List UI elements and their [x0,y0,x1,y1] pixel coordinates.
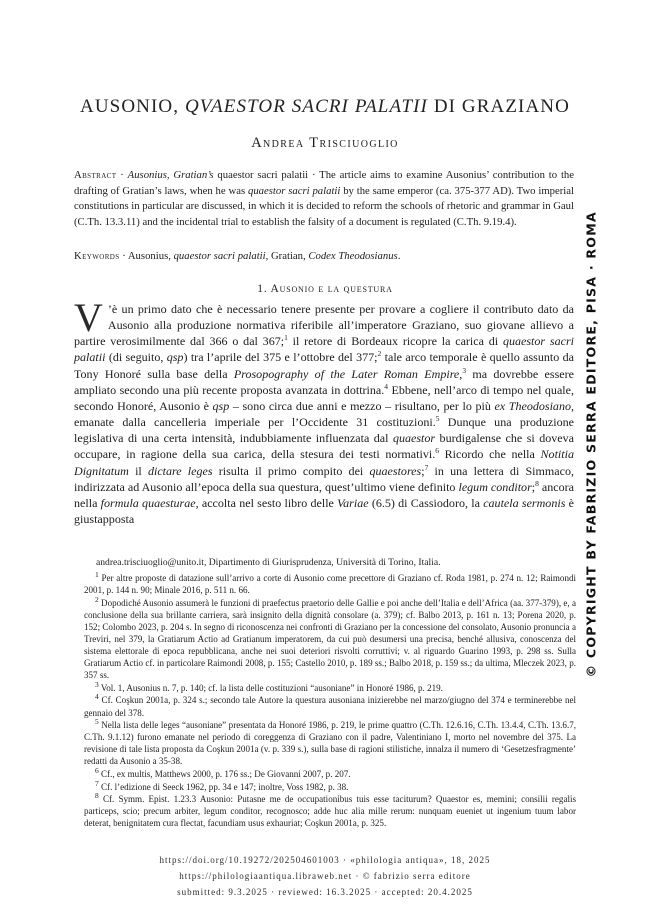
title-italic: QVAESTOR SACRI PALATII [184,96,428,117]
footnote-text: Cf. Coşkun 2001a, p. 324 s.; secondo tale Autore la questura ausoniana inizierebbe nel marzo/giugno del 374 e terminerebbe nel gennaio del 378. [84,695,577,718]
footnote-text: Cf., ex multis, Matthews 2000, p. 176 ss.; De Giovanni 2007, p. 207. [101,769,351,779]
article-title [0,96,650,118]
footnote-ref[interactable]: 6 [435,446,439,456]
footnote-text: Dopodiché Ausonio assumerà le funzioni di praefectus praetorio delle Gallie e poi anche dell’Italia e dell’Africa (aa. 377-379), e, a conclusione della sua brillante carriera, sarà insignito della dignità consolare (a. 379); cf. Balbo 2013, p. 161 n. 13; Porena 2020, p. 152; Colombo 2023, p. 204 s. In segno di riconoscenza nei confronti di Graziano per la concessione del consolato, Ausonio pronuncia a Treviri, nel 379, la Gratiarum Actio ad Gratianum imperatorem, da cui può desumersi una precisa, benché allusiva, conoscenza del sistema elettorale di epoca repubblicana, anche nei suoi deteriori risvolti corruttivi; v. al riguardo Guarino 1993, p. 298 ss. Sulla Gratiarum Actio cf. in particolare Raimondi 2008, p. 155; Castello 2010, p. 189 ss.; Balbo 2018, p. 159 ss.; da ultima, Mleczek 2023, p. 357 ss. [84,597,576,681]
body-span: , emanate dalla cancelleria imperiale per l’Occidente 31 costituzioni. [74,398,575,430]
footnote-6 [84,765,576,780]
doi-line[interactable]: https://doi.org/10.19272/202504601003 · «philologia antiqua», 18, 2025 [159,855,491,865]
body-italic: quaestor sacri palatii [74,334,574,365]
body-span: ’è un primo dato che è necessario tenere presente per provare a cogliere il contributo dato da Ausonio alla produzione normativa riferibile all’imperatore Graziano, suo giovane allievo a partire verosimilmente dal 366 o dal 367; [74,302,574,349]
footnote-2 [84,594,576,682]
body-italic: formula quaesturae [100,495,196,510]
footnote-text: Cf. Symm. Epist. 1.23.3 Ausonio: Putasne me de occupationibus tuis esse taciturum? Quaestor es, memini; consilii regalis particeps, scio; precum arbiter, legum conditor, recognosco; adde huc alia mille rerum: nunquam eueniet ut ingenium tuum labor deterat, benignitatem cura flectat, facundiam usus exhauriat; Coşkun 2001a, p. 325. [84,794,577,829]
footnote-1 [84,569,577,596]
keyword-italic: quaestor sacri palatii [173,250,266,262]
abstract-label: Abstract [74,169,117,181]
body-span: Dunque una produzione legislativa di una certa intensità, indubbiamente influenzata dal [74,415,575,446]
abstract-italic: quaestor sacri palatii [247,184,341,197]
body-italic: legum conditor [458,479,532,494]
body-span: – sono circa due anni e mezzo – risultano, per lo più [229,398,495,413]
abstract-text: quaestor sacri palatii · The article aims to examine Ausonius’ contribution to the drafting of Gratian’s laws, when he was [74,169,575,197]
body-italic: Notitia Dignitatum [74,447,574,478]
body-span: ) tra l’aprile del 375 e l’ottobre del 377; [183,350,378,365]
body-span: il [128,463,148,478]
abstract-text-end: by the same emperor (ca. 375-377 AD). Two imperial constitutions in particular are discussed, in which it is decided to reform the schools of rhetoric and grammar in Gaul (C.Th. 13.3.11) and the incidental trial to establish the falsity of a document is regulated (C.Th. 9.19.4). [74,184,574,228]
footnote-number: 2 [95,594,99,604]
abstract [74,168,574,230]
body-span: risulta il primo compito dei [212,463,370,478]
body-span: è giustapposta [74,495,574,527]
body-text [74,295,575,527]
keywords [74,249,574,264]
body-span: tale arco temporale è quello assunto da Tony Honoré sulla base della [74,350,574,381]
body-italic: Prosopography of the Later Roman Empire [233,366,460,381]
keyword-text: , Gratian, [265,250,309,262]
body-span: (6.5) di Cassiodoro, la [368,495,484,510]
footnote-ref[interactable]: 7 [424,462,429,472]
body-italic: quaestor [392,431,436,446]
body-span: in una lettera di Simmaco, indirizzata ad Ausonio all’epoca della sua questura, quest’ultimo viene definito [74,463,575,494]
publisher-line[interactable]: https://philologiaantiqua.libraweb.net · © fabrizio serra editore [179,871,471,881]
author-name: Andrea Trisciuoglio [251,135,399,151]
body-span: ; [531,479,536,494]
keyword-italic: Codex Theodosianus [308,250,398,262]
body-italic: qsp [212,398,230,413]
abstract-sep: · [116,169,128,181]
footnote-number: 6 [95,765,99,775]
body-italic: cautela sermonis [483,495,566,510]
body-span: ; [421,463,425,478]
footnote-3 [84,679,576,694]
footnote-number: 3 [95,679,99,689]
submission-dates: submitted: 9.3.2025 · reviewed: 16.3.2025 · accepted: 20.4.2025 [177,887,473,897]
keyword-text: · Ausonius, [119,250,174,262]
footnote-8 [84,793,576,829]
body-span: il retore di Bordeaux ricopre la carica di [287,334,503,349]
body-italic: ex Theodosiano [494,398,571,413]
footnotes [84,569,577,830]
body-italic: qsp [166,350,184,365]
footnote-ref[interactable]: 5 [435,414,440,424]
footnote-text: Nella lista delle leges “ausoniane” presentata da Honoré 1986, p. 219, le prime quattro (C.Th. 12.6.16, C.Th. 13.4.4, C.Th. 13.6.7, C.Th. 9.1.12) furono emanate nel periodo di coreggenza di Graziano con il padre, Valentiniano I, morto nel novembre del 375. La revisione di tale lista proposta da Coşkun 2001a (v. p. 339 s.), sulla base di ragioni stilistiche, innalza il numero di ‘Gesetzesfragmente’ redatti da Ausonio a 35-38. [84,720,576,767]
body-span: , [459,366,463,381]
footnote-text: Vol. 1, Ausonius n. 7, p. 140; cf. la lista delle costituzioni “ausoniane” in Honoré 1986, p. 219. [100,682,443,693]
title-text: AUSONIO, [80,96,185,117]
footnote-text: Per altre proposte di datazione sull’arrivo a corte di Ausonio come precettore di Graziano cf. Roda 1981, p. 274 n. 12; Raimondi 2001, p. 144 n. 90; Minale 2016, p. 511 n. 66. [84,573,577,596]
body-span: ma dovrebbe essere ampliato secondo una più recente proposta avanzata in dottrina. [74,366,574,397]
footnote-ref[interactable]: 2 [377,349,382,359]
footnote-ref[interactable]: 3 [462,365,467,375]
footnote-ref[interactable]: 4 [384,381,389,391]
body-italic: dictare leges [147,463,213,478]
author-email-affiliation: andrea.trisciuoglio@unito.it, Dipartimento di Giurisprudenza, Università di Torino, Italia. [96,557,441,568]
title-text-end: DI GRAZIANO [427,96,570,117]
body-span: ancora nella [74,479,574,510]
drop-cap: V [74,295,103,340]
abstract-title-italic: Ausonius, Gratian’s [127,169,214,181]
body-span: Ebbene, nell’arco di tempo nel quale, secondo Honoré, Ausonio è [74,382,575,413]
section-heading: 1. Ausonio e la questura [257,283,393,295]
footnote-5 [84,719,576,767]
body-span: , accolta nel sesto libro delle [195,495,338,510]
body-italic: Variae [337,495,369,510]
body-span: Ricordo che nella [438,447,541,462]
footnote-ref[interactable]: 1 [284,333,288,343]
body-span: (di seguito, [105,350,167,365]
footnote-7 [84,778,576,793]
footnote-ref[interactable]: 8 [535,478,539,488]
keywords-label: Keywords [74,250,120,262]
footnote-4 [84,694,576,718]
body-italic: quaestores [369,463,422,478]
body-span: burdigalense che si doveva occupare, in ragione della sua carica, della stesura dei testi normativi. [74,431,575,462]
footnote-number: 5 [95,717,99,727]
footnote-text: Cf. l’edizione di Seeck 1962, pp. 34 e 147; inoltre, Voss 1982, p. 38. [101,781,349,792]
footnote-number: 7 [95,778,99,788]
footnote-number: 1 [95,569,99,579]
keyword-text: . [397,250,401,262]
footnote-number: 4 [95,692,99,702]
footnote-number: 8 [95,791,99,801]
copyright-text: © COPYRIGHT BY FABRIZIO SERRA EDITORE, PISA · ROMA [583,211,599,678]
